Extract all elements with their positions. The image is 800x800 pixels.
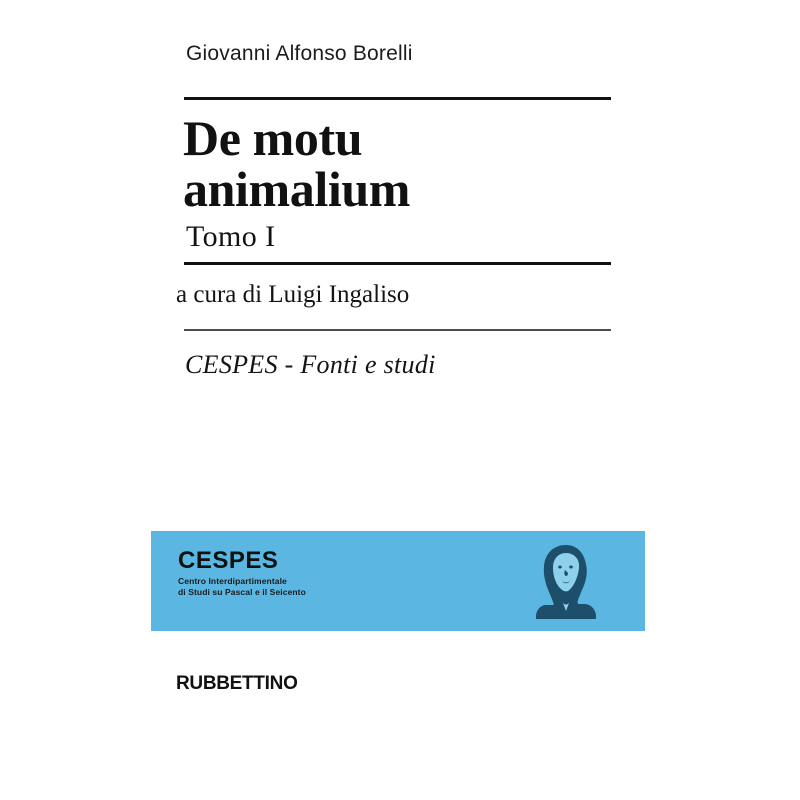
page-title	[183, 110, 653, 217]
editor-credit: a cura di Luigi Ingaliso	[176, 281, 410, 308]
publisher-logo: RUBBETTINO	[176, 673, 298, 694]
divider-top	[184, 97, 611, 100]
cespes-band	[151, 531, 645, 631]
divider-thin	[184, 329, 611, 331]
cespes-logo-name: CESPES	[178, 547, 279, 574]
cespes-logo-subtitle-line-1: Centro Interdipartimentale	[178, 576, 287, 586]
cespes-logo	[178, 549, 408, 597]
series-title: CESPES - Fonti e studi	[185, 350, 436, 379]
title-line-1: De motu	[183, 110, 363, 166]
cespes-logo-subtitle	[178, 576, 408, 597]
title-line-2: animalium	[183, 161, 410, 217]
divider-middle	[184, 262, 611, 265]
cespes-logo-subtitle-line-2: di Studi su Pascal e il Seicento	[178, 586, 306, 597]
author-name: Giovanni Alfonso Borelli	[186, 42, 413, 65]
portrait-icon	[523, 539, 609, 625]
volume-label: Tomo I	[186, 220, 276, 253]
